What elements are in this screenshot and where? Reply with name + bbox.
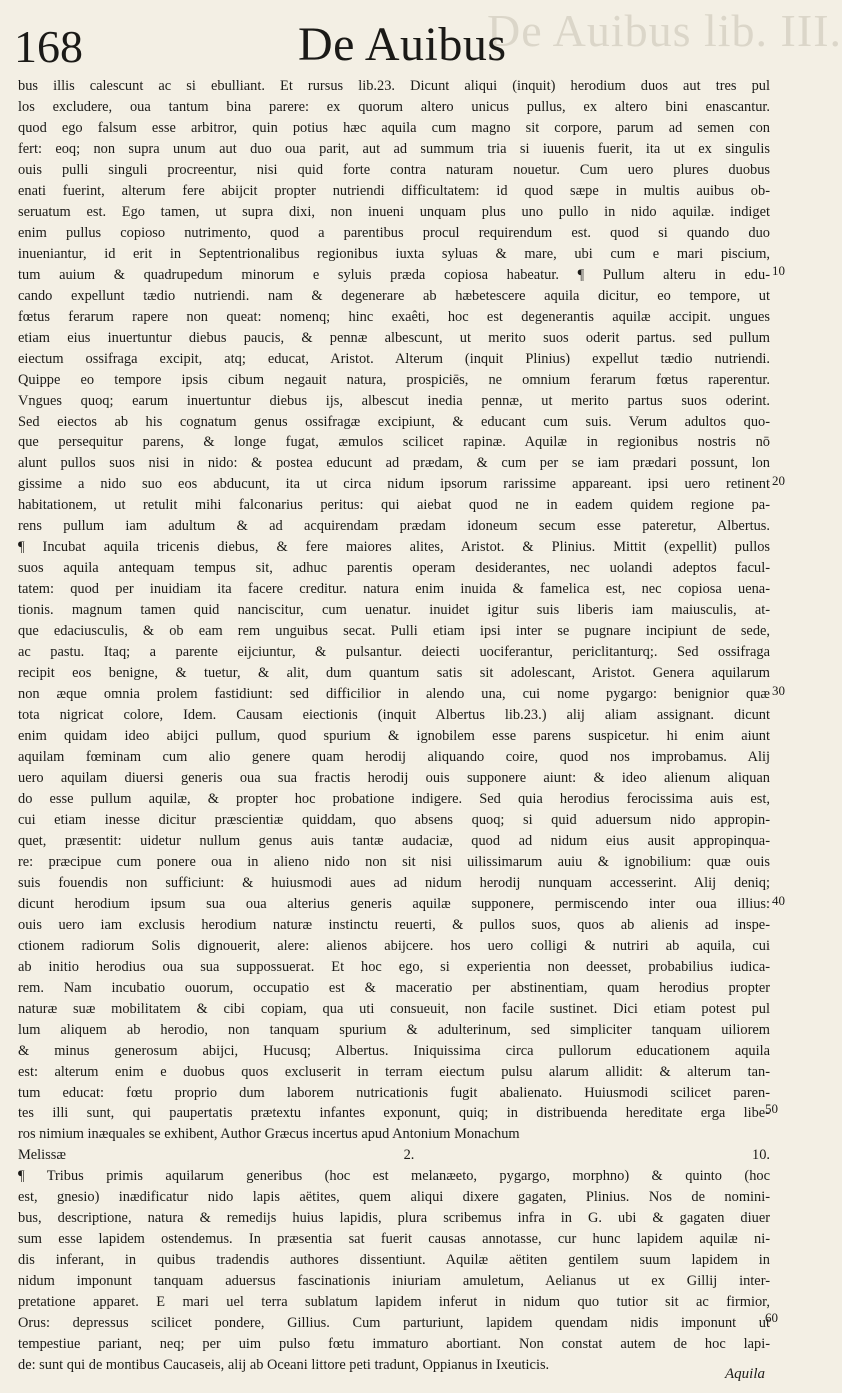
text-line: fert: eoq; non supra unum aut duo oua parit, aut ad summum tria si iuuenis fuerit, ita ut ex singulis bbox=[18, 140, 770, 157]
text-line: suos aquila antequam tempus sit, adhuc parentis operam desiderantes, nec uolandi adeptos facul- bbox=[18, 560, 770, 577]
text-line: tes illi sunt, qui paupertatis prætextu infantes exponunt, quiq; in distribuenda hereditate erga libe- bbox=[18, 1105, 770, 1122]
text-line: & minus generosum abijci, Hucusq; Albertus. Iniquissima circa pullorum educationem aquila bbox=[18, 1042, 770, 1059]
text-line: alunt pullos suos nisi in nido: & postea educunt ad prædam, & cum per se iam prædari possunt, lon bbox=[18, 455, 770, 472]
text-line: tempestiue pariant, neq; per uim pulso fœtu immaturo abortiant. Non constat autem de hoc lapi- bbox=[18, 1336, 770, 1353]
text-line: Orus: depressus scilicet pondere, Gillius. Cum parturiunt, lapidem quendam nidis imponunt ut bbox=[18, 1315, 770, 1332]
text-line: cui etiam inesse dicitur præscientiæ quiddam, quo absens quoq; si quid aduersum nido appropin- bbox=[18, 811, 770, 828]
margin-line-number: 60 bbox=[765, 1310, 778, 1325]
margin-line-number: 10 bbox=[772, 263, 785, 278]
text-line: eiectum ossifraga excipit, atq; educat, Aristot. Alterum (inquit Plinius) expellut tædio nutriendi. bbox=[18, 350, 770, 367]
text-line: aquilam fœminam cum alio genere quam herodij aliquando coire, quod nos improbamus. Alij bbox=[18, 749, 770, 765]
text-line: Melissæ 2. 10. bbox=[18, 1147, 770, 1164]
text-line: pretatione apparet. E mari uel terra sublatum lapidem inferut in nidum quo tutior sit ac firmior, bbox=[18, 1294, 770, 1311]
margin-line-number: 30 bbox=[772, 683, 785, 698]
text-line: do esse pullum aquilæ, & propter hoc probatione indigere. Sed quia herodius ferocissima auis est, bbox=[18, 790, 770, 807]
text-line: naturæ suæ mobilitatem & cibi copiam, qua uti consueuit, non facile sustinet. Dici etiam potest pul bbox=[18, 1000, 770, 1017]
margin-line-number: 50 bbox=[765, 1101, 778, 1116]
text-line: ouis uero iam exclusis herodium naturæ instinctu reuerti, & pullos suos, quos ab alienis ad inspe- bbox=[18, 916, 770, 933]
body-text bbox=[18, 76, 770, 1376]
text-line: tota nigricat colore, Idem. Causam eiectionis (inquit Albertus lib.23.) alij aliam assignant. dicunt bbox=[18, 707, 770, 724]
margin-line-number: 20 bbox=[772, 473, 785, 488]
text-line: cando expellunt tædio nutriendi. nam & degenerare ab hæbetescere aquila dicitur, eo tempore, ut bbox=[18, 287, 770, 304]
text-line: lum aliquem ab herodio, non tanquam spurium & adulterinum, sed simpliciter tanquam uiliorem bbox=[18, 1021, 770, 1038]
text-line: tatem: quod per inuidiam ita facere creditur. natura enim inuida & famelica est, nec copiosa uena- bbox=[18, 581, 770, 598]
text-line: enati fuerint, alterum fere abijcit propter nutriendi difficultatem: id quod sæpe in multis auibus ob- bbox=[18, 182, 770, 199]
text-line: bus, descriptione, natura & remedijs huius lapidis, plura scribemus infra in G. ubi & gagaten diuer bbox=[18, 1210, 770, 1227]
text-line: Vngues quoq; earum inuertuntur diebus ijs, albescut inedia pennæ, ut merito partus suos oderint. bbox=[18, 392, 770, 409]
text-line: etiam eius inuertuntur diebus paucis, & pennæ albescunt, ut merito suos oderit partus. sed pullum bbox=[18, 329, 770, 346]
text-line: tionis. magnum tamen quid nanciscitur, cum uenatur. inuidet igitur suis liberis iam maiusculis, at- bbox=[18, 602, 770, 619]
text-line: tum auium & quadrupedum minorum e syluis præda copiosa habeatur. ¶ Pullum alteru in edu- bbox=[18, 266, 770, 283]
text-line: habitationem, ut retulit mihi falconarius peritus: qui aiebat quod ne in eadem quidem regione pa- bbox=[18, 497, 770, 514]
text-line: fœtus ferarum rapere non queat: nomenq; hinc exaêti, hoc est degenerantis aquilæ accipit. ungues bbox=[18, 308, 770, 325]
text-line: quet, præsentit: uidetur nullum genus auis tantæ audaciæ, quod ad nidum eius ausit appropinqua- bbox=[18, 832, 770, 849]
show-through-text: De Auibus lib. III. bbox=[487, 5, 842, 56]
text-line: Sed eiectos ab his cognatum genus ossifragæ excipiunt, & educant cum suis. Verum adultos quo- bbox=[18, 413, 770, 430]
text-line: de: sunt qui de montibus Caucaseis, alij ab Oceani littore peti tradunt, Oppianus in Ixeuticis. bbox=[18, 1357, 550, 1374]
text-line: sum esse lapidem ostendemus. In præsentia sat fuerit causas annotasse, cur hunc lapidem aquilæ ni- bbox=[18, 1231, 770, 1248]
text-line: rens pullum iam adultum & ad acquirendam prædam idoneum secum esse pateretur, Albertus. bbox=[18, 518, 770, 535]
text-line: enim quidam ideo abijci pullum, quod spurium & ignobilem esse parens suspicetur. hi enim aiunt bbox=[18, 728, 770, 745]
text-line: ¶ Tribus primis aquilarum generibus (hoc est melanæeto, pygargo, morphno) & quinto (hoc bbox=[18, 1168, 770, 1185]
text-line: que edaciusculis, & ob eam rem unguibus secat. Pulli etiam ipsi inter se pugnare incipiunt de sede, bbox=[18, 623, 770, 640]
text-line: dis inferant, in quibus tradendis authores dissentiunt. Aquilæ aëtiten gentilem suum lapidem in bbox=[18, 1252, 770, 1269]
text-line: est, gnesio) inædificatur nido lapis aëtites, quem aliqui dixere gagaten, Plinius. Nos de nomini- bbox=[18, 1189, 770, 1206]
text-line: ¶ Incubat aquila tricenis diebus, & fere maiores alites, Aristot. & Plinius. Mittit (expellit) pullos bbox=[18, 539, 770, 556]
text-line: uero aquilam diuersi generis oua sua fractis herodij ouis supponere aiunt: & ideo alienum aliquan bbox=[18, 769, 770, 786]
catchword: Aquila bbox=[725, 1366, 765, 1382]
text-line: dicunt herodium ipsum sua oua alterius generis aquilæ supponere, permiscendo inter oua illius: bbox=[18, 895, 770, 912]
text-line: gissime a nido suo eos abducunt, ita ut circa nidum ipsorum rarissime appareant. ipsi uero retinent bbox=[18, 476, 770, 493]
running-title: De Auibus bbox=[298, 18, 507, 71]
text-line: ac pastu. Itaq; a parente eijciuntur, & pulsantur. deiecti uociferantur, periclitanturq;. Sed ossifraga bbox=[18, 644, 770, 661]
text-line: recipit eos benigne, & tuetur, & alit, dum quantum satis sit adolescant, Aristot. Genera aquilarum bbox=[18, 665, 770, 682]
text-line: ab initio herodius oua sua suppossuerat. Et hoc ego, si experientia non deesset, probabilius iudica- bbox=[18, 958, 770, 975]
text-line: est: alterum enim e duobus quos excluserit in terram eiectum pulsu alarum allidit: & alterum tan- bbox=[18, 1063, 770, 1080]
text-line: suis fouendis non sufficiunt: & huiusmodi aues ad nidum herodij nunquam accesserint. Alij deniq; bbox=[18, 874, 770, 891]
text-line: inueniantur, id erit in Septentrionalibus regionibus iuxta syluas & mare, ubi cum e mari piscium, bbox=[18, 245, 770, 262]
text-line: bus illis calescunt ac si ebulliant. Et rursus lib.23. Dicunt aliqui (inquit) herodium duos aut tres pul bbox=[18, 78, 770, 94]
text-line: re: præcipue cum ponere oua in alieno nido non sit nisi uilissimarum auiu & ignobilium: quæ ouis bbox=[18, 853, 770, 870]
text-line: enim pullus copioso nutrimento, quod a parentibus procul requirendum est. quod si quando duo bbox=[18, 224, 770, 241]
text-line: rem. Nam incubatio ouorum, occupatio est & maceratio per abstinentiam, quam herodius propter bbox=[18, 979, 770, 996]
text-line: nidum imponunt tanquam aduersus fascinationis iniuriam amuletum, Aelianus ut ex Gillij inter- bbox=[18, 1273, 770, 1290]
text-line: non æque omnia prolem fastidiunt: sed difficilior in alendo una, cui nome pygargo: benignior quæ bbox=[18, 686, 770, 703]
text-line: ctionem radiorum Solis dignouerit, alere: alienos abijcere. hos uero colligi & nutriri ab aquila, cui bbox=[18, 937, 770, 954]
text-line: quod ego falsum esse arbitror, quin potius hæc aquila cum magno sit corpore, parum ad semen con bbox=[18, 119, 770, 136]
text-line: Quippe eo tempore ipsis cibum negauit natura, prospiciēs, ne omnium ferarum fœtus raperentur. bbox=[18, 371, 770, 388]
page-number: 168 bbox=[14, 21, 83, 72]
margin-line-number: 40 bbox=[772, 893, 785, 908]
text-line: los excludere, oua tantum bina parere: ex quorum altero unicus pullus, ex altero bini enascantur. bbox=[18, 98, 770, 115]
text-line: seruatum est. Ego tamen, ut supra dixi, non inueni unquam plus uno pullo in nido aquilæ. indiget bbox=[18, 203, 770, 220]
text-line: ros nimium inæquales se exhibent, Author Græcus incertus apud Antonium Monachum bbox=[18, 1126, 520, 1143]
text-line: tum educat: fœtu proprio dum laborem nutricationis fugit abalienato. Huiusmodi scilicet paren- bbox=[18, 1084, 770, 1101]
text-line: que persequitur parens, & longe fugat, æmulos scilicet rapinæ. Aquilæ in regionibus nostris nō bbox=[18, 434, 770, 451]
text-line: ouis pulli singuli procreentur, nisi quid forte contra naturam nouetur. Cum uero plures duobus bbox=[18, 161, 770, 178]
